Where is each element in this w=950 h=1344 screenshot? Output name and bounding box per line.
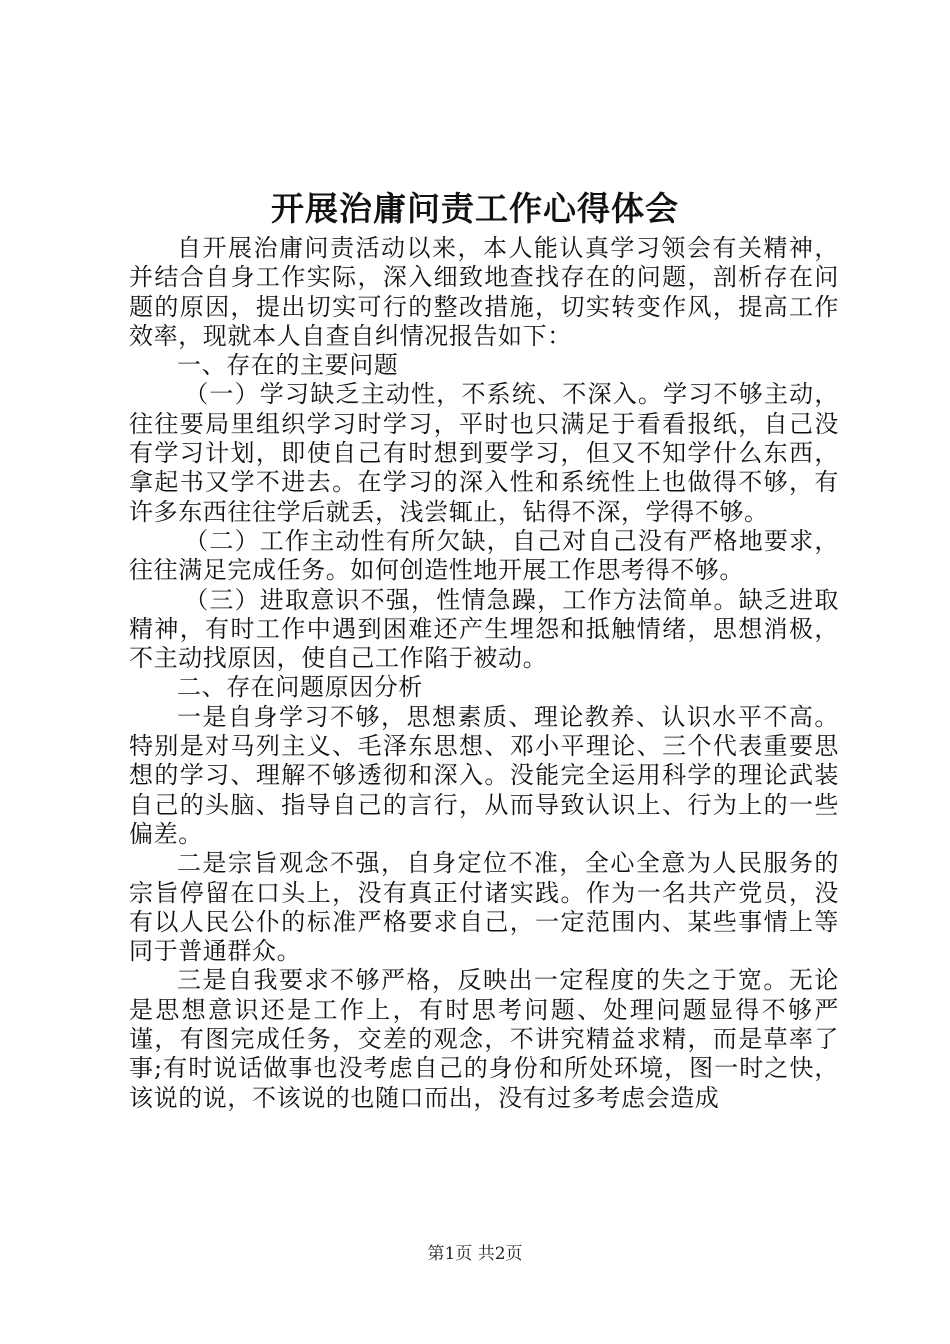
document-body: [129, 234, 839, 1113]
problem-paragraph-2: （二）工作主动性有所欠缺，自己对自己没有严格地要求，往往满足完成任务。如何创造性地开展工作思考得不够。: [129, 526, 839, 585]
document-title: 开展治庸问责工作心得体会: [271, 189, 679, 228]
page-footer: 第1页 共2页: [427, 1244, 523, 1264]
section-heading-2: 二、存在问题原因分析: [177, 673, 423, 702]
section-heading-1: 一、存在的主要问题: [177, 351, 399, 380]
problem-paragraph-3: （三）进取意识不强，性情急躁，工作方法简单。缺乏进取精神，有时工作中遇到困难还产生埋怨和抵触情绪，思想消极，不主动找原因，使自己工作陷于被动。: [129, 585, 839, 673]
cause-paragraph-1: 一是自身学习不够，思想素质、理论教养、认识水平不高。特别是对马列主义、毛泽东思想、邓小平理论、三个代表重要思想的学习、理解不够透彻和深入。没能完全运用科学的理论武装自己的头脑、指导自己的言行，从而导致认识上、行为上的一些偏差。: [129, 702, 839, 848]
cause-paragraph-3: 三是自我要求不够严格，反映出一定程度的失之于宽。无论是思想意识还是工作上，有时思考问题、处理问题显得不够严谨，有图完成任务，交差的观念，不讲究精益求精，而是草率了事;有时说话做事也没考虑自己的身份和所处环境，图一时之快，该说的说，不该说的也随口而出，没有过多考虑会造成: [129, 966, 839, 1112]
cause-paragraph-2: 二是宗旨观念不强，自身定位不准，全心全意为人民服务的宗旨停留在口头上，没有真正付诸实践。作为一名共产党员，没有以人民公仆的标准严格要求自己，一定范围内、某些事情上等同于普通群众。: [129, 849, 839, 966]
intro-paragraph: 自开展治庸问责活动以来，本人能认真学习领会有关精神，并结合自身工作实际，深入细致地查找存在的问题，剖析存在问题的原因，提出切实可行的整改措施，切实转变作风，提高工作效率，现就本人自查自纠情况报告如下：: [129, 234, 839, 350]
problem-paragraph-1: （一）学习缺乏主动性，不系统、不深入。学习不够主动，往往要局里组织学习时学习，平时也只满足于看看报纸，自己没有学习计划，即使自己有时想到要学习，但又不知学什么东西，拿起书又学不进去。在学习的深入性和系统性上也做得不够，有许多东西往往学后就丢，浅尝辄止，钻得不深，学得不够。: [129, 380, 839, 526]
